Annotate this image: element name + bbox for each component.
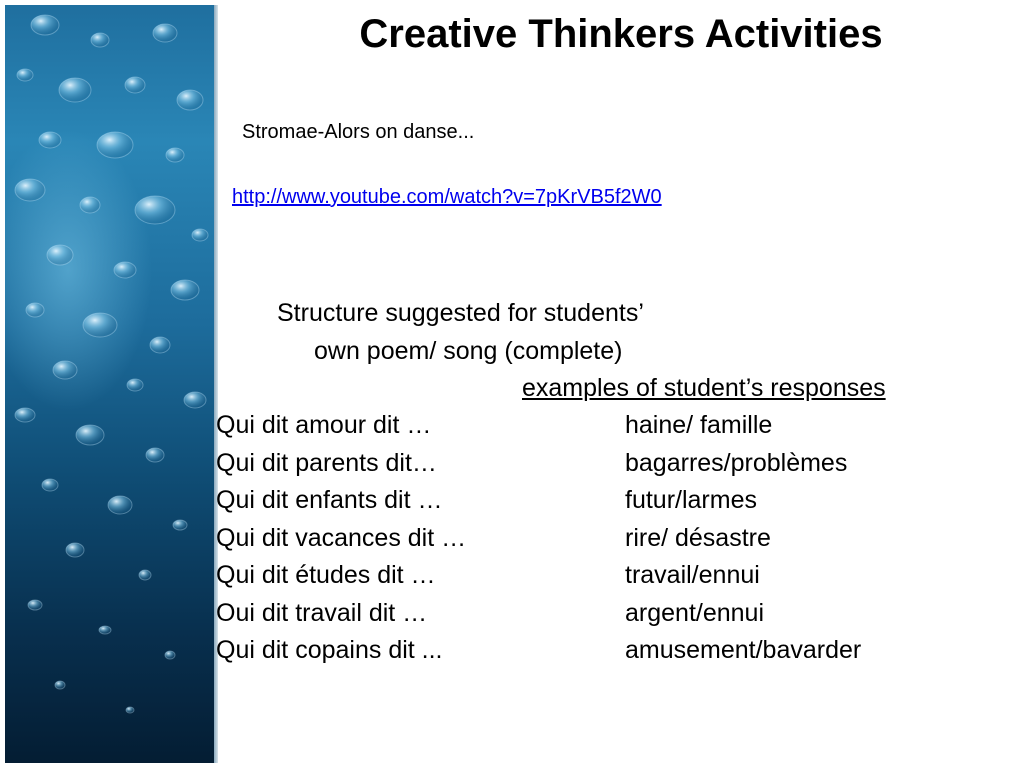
row-response: haine/ famille — [625, 411, 773, 439]
slide-title: Creative Thinkers Activities — [359, 12, 883, 56]
structure-line-1: Structure suggested for students’ — [277, 299, 644, 327]
row-response: bagarres/problèmes — [625, 448, 848, 477]
row-prompt: Qui dit amour dit … — [216, 411, 432, 439]
row-prompt: Oui dit travail dit … — [216, 598, 428, 627]
row-prompt: Qui dit parents dit… — [216, 448, 437, 477]
row-prompt: Qui dit études dit … — [216, 561, 436, 589]
poem-rows — [216, 409, 1016, 672]
structure-line-2: own poem/ song (complete) — [314, 337, 623, 365]
poem-row — [216, 409, 1016, 447]
row-prompt: Qui dit vacances dit … — [216, 523, 467, 552]
youtube-link[interactable]: http://www.youtube.com/watch?v=7pKrVB5f2W0 — [232, 186, 662, 208]
row-response: amusement/bavarder — [625, 636, 862, 664]
row-response: argent/ennui — [625, 598, 765, 627]
poem-row — [216, 597, 1016, 635]
water-bubbles-image — [5, 5, 215, 763]
bubbles-graphic — [5, 5, 215, 763]
row-response: travail/ennui — [625, 561, 760, 589]
poem-row — [216, 634, 1016, 672]
poem-row — [216, 522, 1016, 560]
examples-heading: examples of student’s responses — [522, 374, 886, 402]
poem-row — [216, 484, 1016, 522]
poem-row — [216, 559, 1016, 597]
row-response: rire/ désastre — [625, 523, 771, 552]
row-response: futur/larmes — [625, 486, 757, 514]
song-reference: Stromae-Alors on danse... — [242, 121, 475, 143]
row-prompt: Qui dit copains dit ... — [216, 636, 443, 664]
row-prompt: Qui dit enfants dit … — [216, 486, 443, 514]
poem-row — [216, 447, 1016, 485]
